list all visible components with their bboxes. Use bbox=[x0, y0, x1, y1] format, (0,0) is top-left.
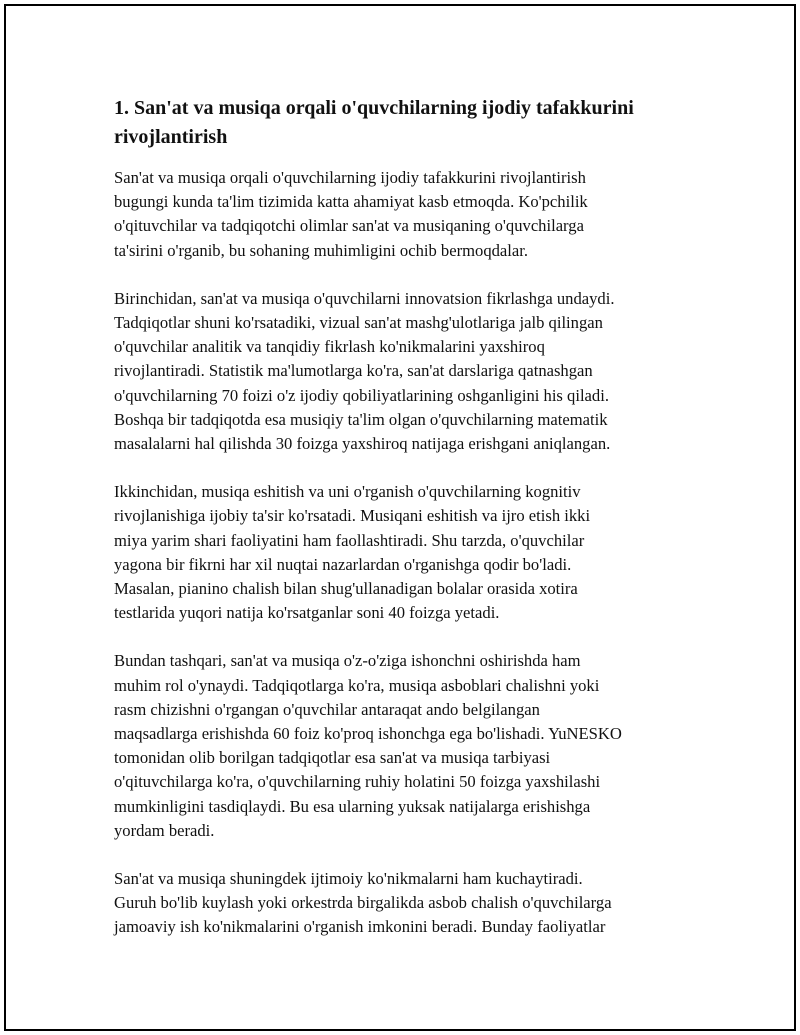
paragraph-second-point: Ikkinchidan, musiqa eshitish va uni o'rganish o'quvchilarning kognitiv rivojlanishiga ijobiy ta'sir ko'rsatadi. Musiqani eshitish va ijro etish ikki miya yarim shari faoliyatini ham faollashtiradi. Shu tarzda, o'quvchilar yagona bir fikrni har xil nuqtai nazarlardan o'rganishga qodir bo'ladi. Masalan, pianino chalish bilan shug'ullanadigan bolalar orasida xotira testlarida yuqori natija ko'rsatganlar soni 40 foizga yetadi. bbox=[114, 482, 591, 623]
section-title: 1. San'at va musiqa orqali o'quvchilarning ijodiy tafakkurini rivojlantirish bbox=[114, 97, 634, 148]
document-body bbox=[114, 94, 694, 964]
paragraph-social-skills: San'at va musiqa shuningdek ijtimoiy ko'nikmalarni ham kuchaytiradi. Guruh bo'lib kuylash yoki orkestrda birgalikda asbob chalish o'quvchilarga jamoaviy ish ko'nikmalarini o'rganish imkonini beradi. Bunday faoliyatlar bbox=[114, 869, 612, 937]
paragraph-intro: San'at va musiqa orqali o'quvchilarning ijodiy tafakkurini rivojlantirish bugungi kunda ta'lim tizimida katta ahamiyat kasb etmoqda. Ko'pchilik o'qituvchilar va tadqiqotchi olimlar san'at va musiqaning o'quvchilarga ta'sirini o'rganib, bu sohaning muhimligini ochib bermoqdalar. bbox=[114, 168, 588, 260]
paragraph-self-confidence: Bundan tashqari, san'at va musiqa o'z-o'ziga ishonchni oshirishda ham muhim rol o'ynaydi. Tadqiqotlarga ko'ra, musiqa asboblari chalishni yoki rasm chizishni o'rgangan o'quvchilar antaraqat ando belgilangan maqsadlarga erishishda 60 foiz ko'proq ishonchga ega bo'lishadi. YuNESKO tomonidan olib borilgan tadqiqotlar esa san'at va musiqa tarbiyasi o'qituvchilarga ko'ra, o'quvchilarning ruhiy holatini 50 foizga yaxshilashi mumkinligini tasdiqlaydi. Bu esa ularning yuksak natijalarga erishishga yordam beradi. bbox=[114, 651, 622, 840]
paragraph-first-point: Birinchidan, san'at va musiqa o'quvchilarni innovatsion fikrlashga undaydi. Tadqiqotlar shuni ko'rsatadiki, vizual san'at mashg'ulotlariga jalb qilingan o'quvchilar analitik va tanqidiy fikrlash ko'nikmalarini yaxshiroq rivojlantiradi. Statistik ma'lumotlarga ko'ra, san'at darslariga qatnashgan o'quvchilarning 70 foizi o'z ijodiy qobiliyatlarining oshganligini his qiladi. Boshqa bir tadqiqotda esa musiqiy ta'lim olgan o'quvchilarning matematik masalalarni hal qilishda 30 foizga yaxshiroq natijaga erishgani aniqlangan. bbox=[114, 288, 615, 454]
